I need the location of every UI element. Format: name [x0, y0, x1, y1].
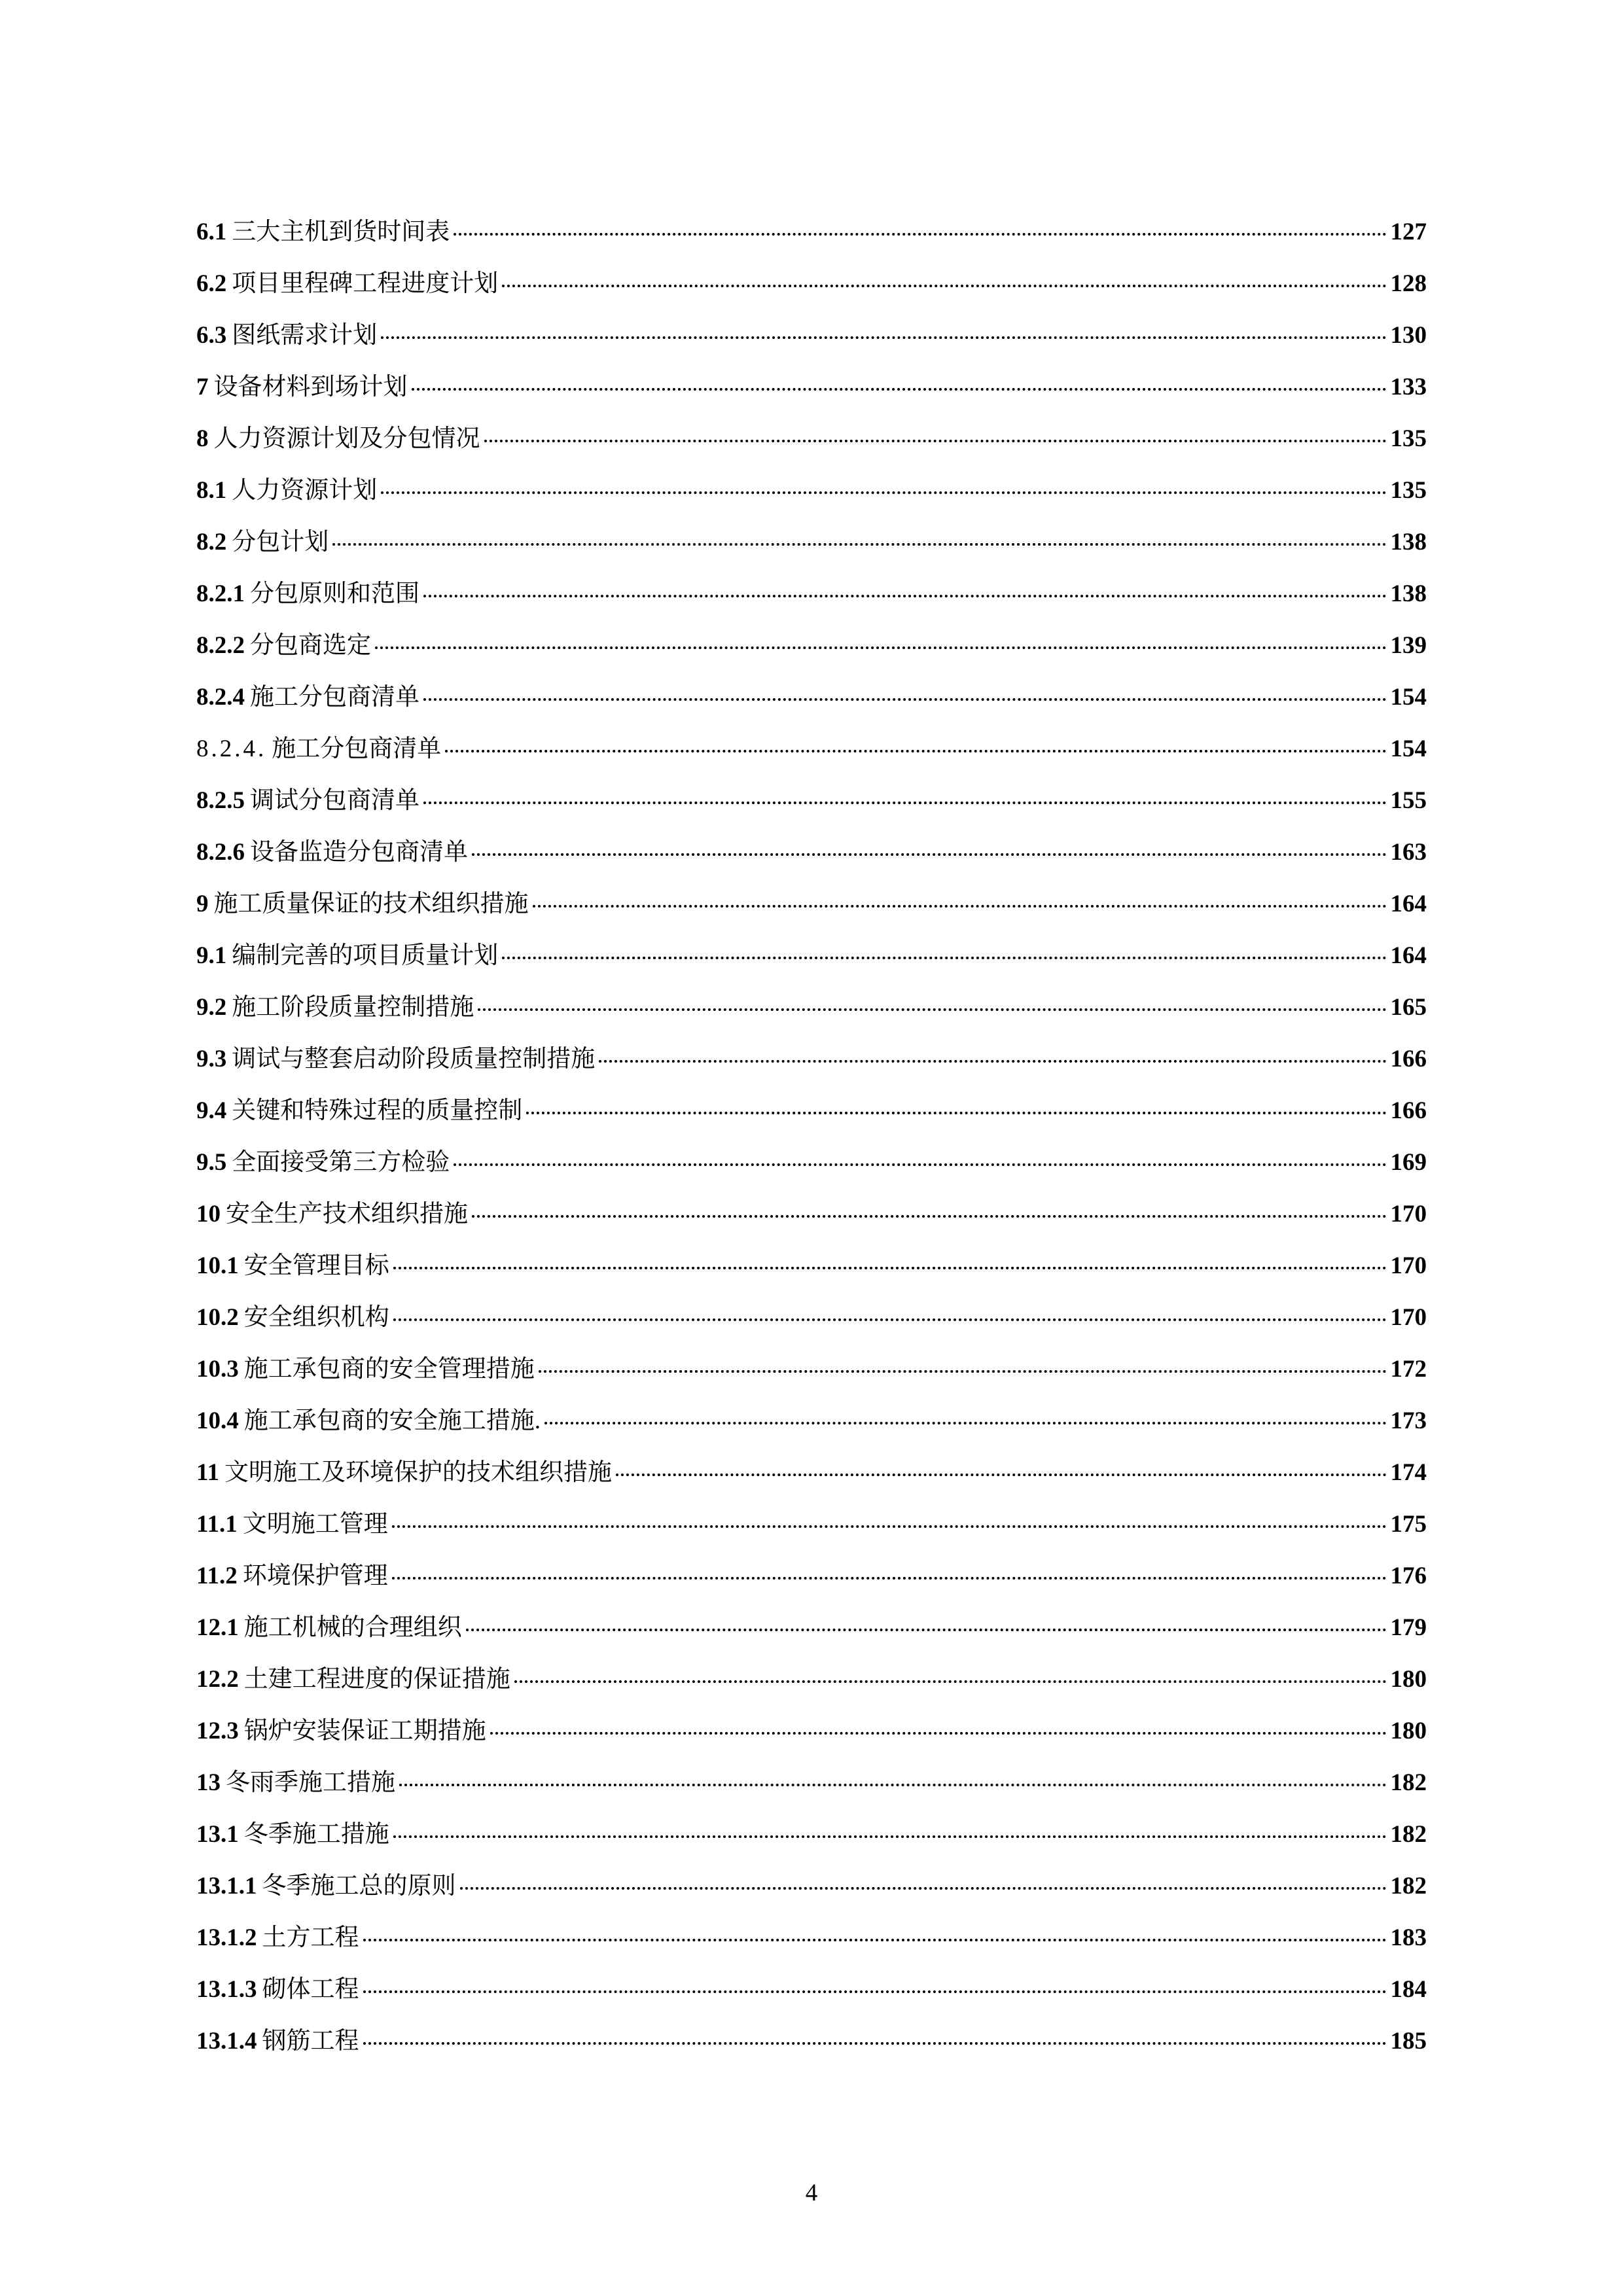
toc-entry-title: 分包商选定	[250, 632, 371, 659]
toc-entry-page: 163	[1390, 839, 1427, 866]
toc-entry-title: 施工承包商的安全管理措施	[243, 1356, 535, 1383]
toc-entry[interactable]	[196, 1148, 1427, 1200]
toc-entry[interactable]	[196, 786, 1427, 838]
toc-entry-page: 182	[1390, 1769, 1427, 1796]
toc-entry-page: 164	[1390, 942, 1427, 969]
toc-entry-title: 全面接受第三方检验	[232, 1149, 450, 1176]
toc-entry[interactable]	[196, 1924, 1427, 1975]
toc-entry-number: 13.1.1	[196, 1873, 257, 1899]
toc-entry-number: 12.1	[196, 1614, 239, 1641]
toc-entry-number: 10.1	[196, 1252, 239, 1279]
toc-entry-title: 编制完善的项目质量计划	[232, 942, 499, 969]
toc-entry[interactable]	[196, 1820, 1427, 1872]
toc-entry-title: 分包计划	[232, 529, 329, 556]
toc-dot-leader	[454, 233, 1386, 236]
toc-entry-number: 6.1	[196, 219, 227, 245]
toc-entry-title: 冬季施工总的原则	[262, 1873, 456, 1899]
toc-dot-leader	[363, 2042, 1387, 2045]
toc-entry[interactable]	[196, 1200, 1427, 1252]
toc-entry-number: 6.3	[196, 322, 227, 349]
toc-entry-number: 6.2	[196, 270, 227, 297]
toc-entry-title: 施工机械的合理组织	[243, 1614, 462, 1641]
toc-entry-page: 182	[1390, 1821, 1427, 1848]
toc-entry[interactable]	[196, 1717, 1427, 1769]
toc-entry-number: 11	[196, 1459, 219, 1486]
toc-dot-leader	[502, 957, 1386, 959]
toc-entry-title: 设备监造分包商清单	[250, 839, 468, 866]
toc-entry-page: 139	[1390, 632, 1427, 659]
toc-entry-number: 8	[196, 425, 209, 452]
toc-dot-leader	[533, 905, 1387, 908]
toc-dot-leader	[616, 1474, 1387, 1476]
toc-entry-title: 冬雨季施工措施	[226, 1769, 395, 1796]
toc-entry-page: 169	[1390, 1149, 1427, 1176]
toc-entry-number: 12.3	[196, 1718, 239, 1744]
toc-entry-number: 10.3	[196, 1356, 239, 1383]
toc-entry-number: 9.4	[196, 1097, 227, 1124]
toc-dot-leader	[381, 491, 1386, 494]
toc-entry[interactable]	[196, 1872, 1427, 1924]
toc-dot-leader	[454, 1163, 1386, 1166]
toc-entry-number: 8.2	[196, 529, 227, 556]
toc-entry-title: 三大主机到货时间表	[232, 219, 450, 245]
toc-entry[interactable]	[196, 993, 1427, 1045]
toc-dot-leader	[392, 1525, 1387, 1528]
toc-entry[interactable]	[196, 218, 1427, 270]
toc-entry-title: 安全组织机构	[243, 1304, 389, 1331]
toc-entry-number: 11.1	[196, 1511, 238, 1538]
toc-entry-page: 133	[1390, 374, 1427, 400]
toc-entry-number: 8.2.1	[196, 580, 245, 607]
toc-entry-number: 8.1	[196, 477, 227, 504]
toc-entry-title: 锅炉安装保证工期措施	[243, 1718, 486, 1744]
toc-entry-title: 土建工程进度的保证措施	[243, 1666, 510, 1693]
toc-entry-title: 施工质量保证的技术组织措施	[213, 891, 529, 917]
toc-dot-leader	[399, 1784, 1387, 1786]
toc-entry[interactable]	[196, 1303, 1427, 1355]
toc-entry[interactable]	[196, 1355, 1427, 1407]
toc-entry-title: 安全管理目标	[243, 1252, 389, 1279]
toc-entry[interactable]	[196, 321, 1427, 373]
toc-dot-leader	[502, 285, 1386, 287]
toc-dot-leader	[363, 1990, 1387, 1993]
toc-entry-title: 砌体工程	[262, 1976, 359, 2003]
toc-dot-leader	[332, 543, 1386, 546]
toc-entry-title: 施工分包商清单	[250, 684, 419, 711]
toc-entry-title: 项目里程碑工程进度计划	[232, 270, 499, 297]
toc-entry[interactable]	[196, 528, 1427, 580]
toc-entry-page: 165	[1390, 994, 1427, 1021]
toc-entry[interactable]	[196, 735, 1427, 786]
toc-entry-page: 183	[1390, 1924, 1427, 1951]
toc-entry-title: 土方工程	[262, 1924, 359, 1951]
toc-entry-number: 13.1.4	[196, 2028, 257, 2055]
toc-entry-number: 10.2	[196, 1304, 239, 1331]
toc-entry-page: 154	[1390, 684, 1427, 711]
toc-entry[interactable]	[196, 1562, 1427, 1614]
toc-entry-page: 164	[1390, 891, 1427, 917]
toc-entry-number: 13.1	[196, 1821, 239, 1848]
toc-entry-number: 13.1.2	[196, 1924, 257, 1951]
toc-entry[interactable]	[196, 1975, 1427, 2027]
toc-entry-number: 8.2.2	[196, 632, 245, 659]
toc-entry-number: 9.2	[196, 994, 227, 1021]
toc-entry-page: 174	[1390, 1459, 1427, 1486]
toc-entry-title: 人力资源计划及分包情况	[213, 425, 480, 452]
toc-entry-title: 冬季施工措施	[243, 1821, 389, 1848]
toc-dot-leader	[423, 698, 1387, 701]
toc-entry[interactable]	[196, 1045, 1427, 1097]
toc-dot-leader	[478, 1008, 1386, 1011]
toc-dot-leader	[412, 388, 1387, 391]
toc-dot-leader	[599, 1060, 1386, 1063]
toc-dot-leader	[460, 1887, 1387, 1890]
toc-entry-page: 170	[1390, 1304, 1427, 1331]
toc-entry-page: 172	[1390, 1356, 1427, 1383]
toc-entry-title: 施工分包商清单	[272, 735, 442, 762]
toc-entry-title: 施工阶段质量控制措施	[232, 994, 474, 1021]
toc-dot-leader	[363, 1939, 1387, 1941]
toc-dot-leader	[544, 1422, 1387, 1424]
toc-entry-number: 8.2.5	[196, 787, 245, 814]
toc-entry-page: 154	[1390, 735, 1427, 762]
toc-entry-title: 环境保护管理	[242, 1563, 388, 1589]
toc-entry[interactable]	[196, 838, 1427, 890]
toc-entry-title: 图纸需求计划	[232, 322, 378, 349]
toc-entry-page: 176	[1390, 1563, 1427, 1589]
toc-entry-page: 166	[1390, 1097, 1427, 1124]
toc-entry[interactable]	[196, 1510, 1427, 1562]
toc-entry[interactable]	[196, 631, 1427, 683]
toc-entry-page: 130	[1390, 322, 1427, 349]
toc-dot-leader	[393, 1318, 1387, 1321]
toc-dot-leader	[423, 802, 1387, 804]
page-number: 4	[805, 2180, 818, 2206]
toc-entry[interactable]	[196, 1252, 1427, 1303]
toc-entry-page: 155	[1390, 787, 1427, 814]
toc-dot-leader	[472, 1215, 1387, 1218]
toc-dot-leader	[375, 646, 1387, 649]
toc-entry[interactable]	[196, 425, 1427, 476]
toc-entry-page: 138	[1390, 529, 1427, 556]
toc-entry-number: 8.2.6	[196, 839, 245, 866]
toc-entry-number: 9	[196, 891, 209, 917]
toc-dot-leader	[514, 1680, 1387, 1683]
toc-entry[interactable]	[196, 683, 1427, 735]
toc-entry-number: 9.1	[196, 942, 227, 969]
toc-entry-title: 人力资源计划	[232, 477, 378, 504]
toc-entry[interactable]	[196, 1769, 1427, 1820]
toc-entry-number: 12.2	[196, 1666, 239, 1693]
toc-entry-title: 分包原则和范围	[250, 580, 419, 607]
toc-entry-title: 文明施工管理	[242, 1511, 388, 1538]
toc-entry[interactable]	[196, 580, 1427, 631]
toc-dot-leader	[472, 853, 1387, 856]
toc-dot-leader	[423, 595, 1387, 597]
toc-entry-number: 10.4	[196, 1407, 239, 1434]
toc-entry-title: 关键和特殊过程的质量控制	[232, 1097, 523, 1124]
toc-entry-title: 调试与整套启动阶段质量控制措施	[232, 1046, 596, 1072]
table-of-contents	[196, 218, 1427, 2079]
toc-entry-page: 138	[1390, 580, 1427, 607]
toc-dot-leader	[490, 1732, 1387, 1735]
toc-entry-title: 安全生产技术组织措施	[226, 1201, 468, 1227]
toc-entry[interactable]	[196, 2027, 1427, 2079]
toc-entry-number: 8.2.4	[196, 684, 245, 711]
toc-entry-number: 9.3	[196, 1046, 227, 1072]
toc-entry-page: 184	[1390, 1976, 1427, 2003]
toc-entry-page: 166	[1390, 1046, 1427, 1072]
toc-entry-number: 13.1.3	[196, 1976, 257, 2003]
toc-entry[interactable]	[196, 1097, 1427, 1148]
toc-dot-leader	[484, 440, 1387, 442]
toc-entry-page: 127	[1390, 219, 1427, 245]
toc-entry[interactable]	[196, 476, 1427, 528]
toc-entry[interactable]	[196, 1407, 1427, 1458]
toc-entry-number: 10	[196, 1201, 221, 1227]
toc-entry[interactable]	[196, 1665, 1427, 1717]
toc-dot-leader	[466, 1629, 1387, 1631]
toc-entry-page: 170	[1390, 1201, 1427, 1227]
toc-entry-page: 180	[1390, 1718, 1427, 1744]
toc-dot-leader	[393, 1267, 1387, 1269]
toc-entry[interactable]	[196, 890, 1427, 942]
toc-entry-page: 170	[1390, 1252, 1427, 1279]
toc-dot-leader	[392, 1577, 1387, 1580]
toc-entry[interactable]	[196, 373, 1427, 425]
toc-entry-title: 文明施工及环境保护的技术组织措施	[224, 1459, 612, 1486]
toc-entry-page: 128	[1390, 270, 1427, 297]
toc-entry-page: 135	[1390, 477, 1427, 504]
toc-entry-page: 173	[1390, 1407, 1427, 1434]
toc-entry-page: 180	[1390, 1666, 1427, 1693]
toc-dot-leader	[381, 336, 1386, 339]
toc-entry-number: 9.5	[196, 1149, 227, 1176]
toc-entry-page: 185	[1390, 2028, 1427, 2055]
toc-entry-number: 8.2.4.	[196, 735, 267, 762]
toc-entry-title: 设备材料到场计划	[213, 374, 408, 400]
toc-entry-number: 13	[196, 1769, 221, 1796]
toc-entry-title: 调试分包商清单	[250, 787, 419, 814]
toc-entry-page: 135	[1390, 425, 1427, 452]
toc-entry[interactable]	[196, 1458, 1427, 1510]
toc-entry-title: 钢筋工程	[262, 2028, 359, 2055]
toc-dot-leader	[445, 750, 1386, 752]
toc-entry-page: 175	[1390, 1511, 1427, 1538]
toc-dot-leader	[539, 1370, 1387, 1373]
toc-entry-number: 11.2	[196, 1563, 238, 1589]
toc-entry-number: 7	[196, 374, 209, 400]
toc-dot-leader	[393, 1835, 1387, 1838]
toc-entry[interactable]	[196, 942, 1427, 993]
toc-dot-leader	[526, 1112, 1386, 1114]
toc-entry-title: 施工承包商的安全施工措施.	[243, 1407, 541, 1434]
toc-entry[interactable]	[196, 270, 1427, 321]
toc-entry-page: 182	[1390, 1873, 1427, 1899]
toc-entry-page: 179	[1390, 1614, 1427, 1641]
toc-entry[interactable]	[196, 1614, 1427, 1665]
